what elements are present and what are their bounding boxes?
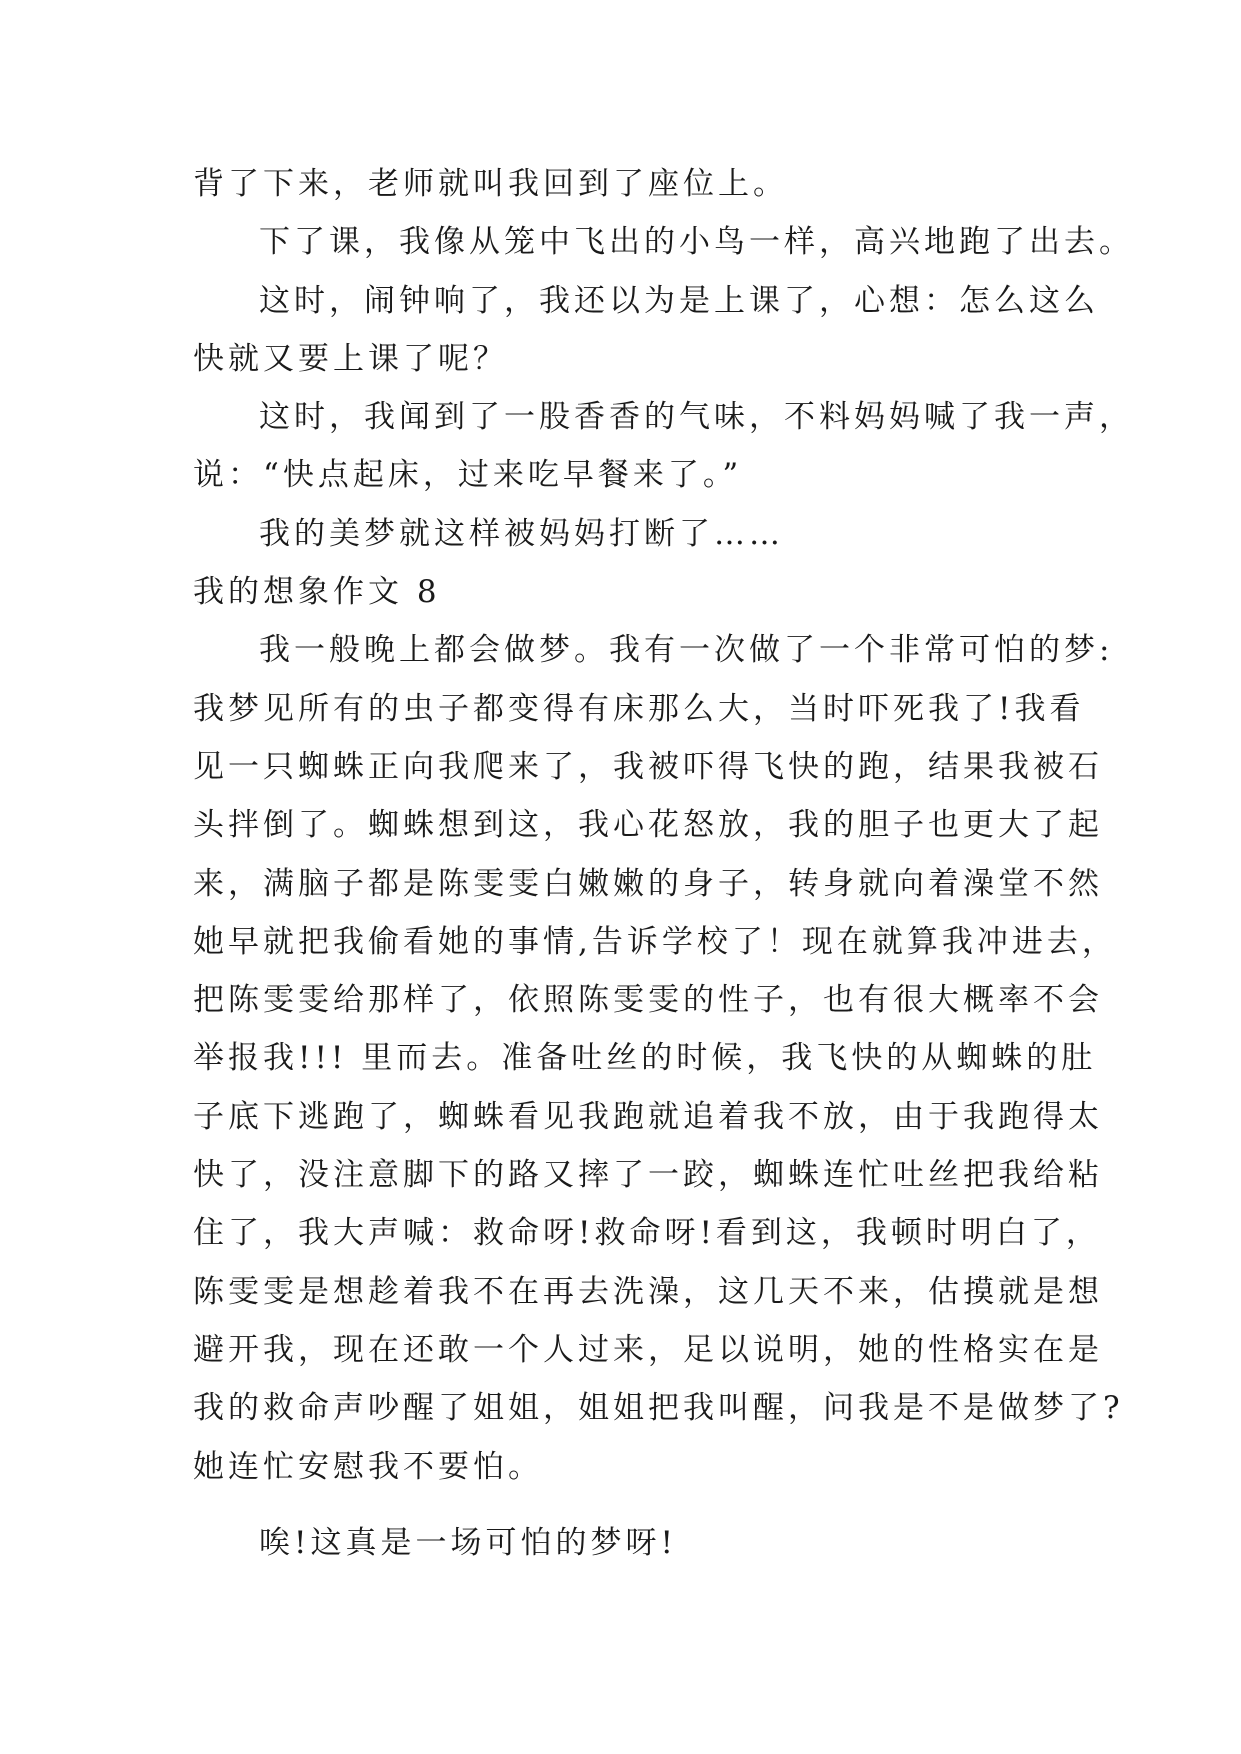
paragraph-gap [193, 1496, 1063, 1514]
paragraph-line: 这时，我闻到了一股香香的气味，不料妈妈喊了我一声， [259, 399, 1134, 436]
paragraph-line: 快了，没注意脚下的路又摔了一跤，蜘蛛连忙吐丝把我给粘 [193, 1157, 1103, 1194]
paragraph-line: 把陈雯雯给那样了，依照陈雯雯的性子，也有很大概率不会 [193, 982, 1103, 1019]
paragraph-line: 头拌倒了。蜘蛛想到这，我心花怒放，我的胆子也更大了起 [193, 807, 1103, 844]
paragraph-line: 唉!这真是一场可怕的梦呀! [259, 1524, 677, 1561]
paragraph-line: 陈雯雯是想趁着我不在再去洗澡，这几天不来，估摸就是想 [193, 1273, 1103, 1310]
paragraph-line: 下了课，我像从笼中飞出的小鸟一样，高兴地跑了出去。 [259, 224, 1134, 261]
paragraph-line: 子底下逃跑了，蜘蛛看见我跑就追着我不放，由于我跑得太 [193, 1098, 1103, 1135]
paragraph-line: 我的美梦就这样被妈妈打断了…… [259, 515, 784, 552]
paragraph-line: 见一只蜘蛛正向我爬来了，我被吓得飞快的跑，结果我被石 [193, 748, 1103, 785]
paragraph-line: 避开我，现在还敢一个人过来，足以说明，她的性格实在是 [193, 1331, 1103, 1368]
paragraph-line: 她连忙安慰我不要怕。 [193, 1448, 543, 1485]
paragraph-line: 我一般晚上都会做梦。我有一次做了一个非常可怕的梦: [259, 632, 1114, 669]
paragraph-line: 举报我!!! 里而去。准备吐丝的时候，我飞快的从蜘蛛的肚 [193, 1040, 1097, 1077]
paragraph-line: 快就又要上课了呢？ [193, 340, 508, 377]
document-body [193, 155, 1134, 1572]
paragraph-line: 我的救命声吵醒了姐姐，姐姐把我叫醒，问我是不是做梦了? [193, 1390, 1124, 1427]
paragraph-line: 住了，我大声喊：救命呀!救命呀!看到这，我顿时明白了， [193, 1215, 1101, 1252]
paragraph-line: 我梦见所有的虫子都变得有床那么大，当时吓死我了!我看 [193, 690, 1085, 727]
paragraph-line: 背了下来，老师就叫我回到了座位上。 [193, 166, 788, 202]
paragraph-line: 说：“快点起床，过来吃早餐来了。” [193, 457, 743, 494]
paragraph-line: 来，满脑子都是陈雯雯白嫩嫩的身子，转身就向着澡堂不然 [193, 865, 1103, 902]
paragraph-line: 她早就把我偷看她的事情,告诉学校了！现在就算我冲进去， [193, 923, 1117, 960]
section-heading: 我的想象作文 8 [193, 574, 441, 611]
paragraph-line: 这时，闹钟响了，我还以为是上课了，心想：怎么这么 [259, 282, 1099, 319]
